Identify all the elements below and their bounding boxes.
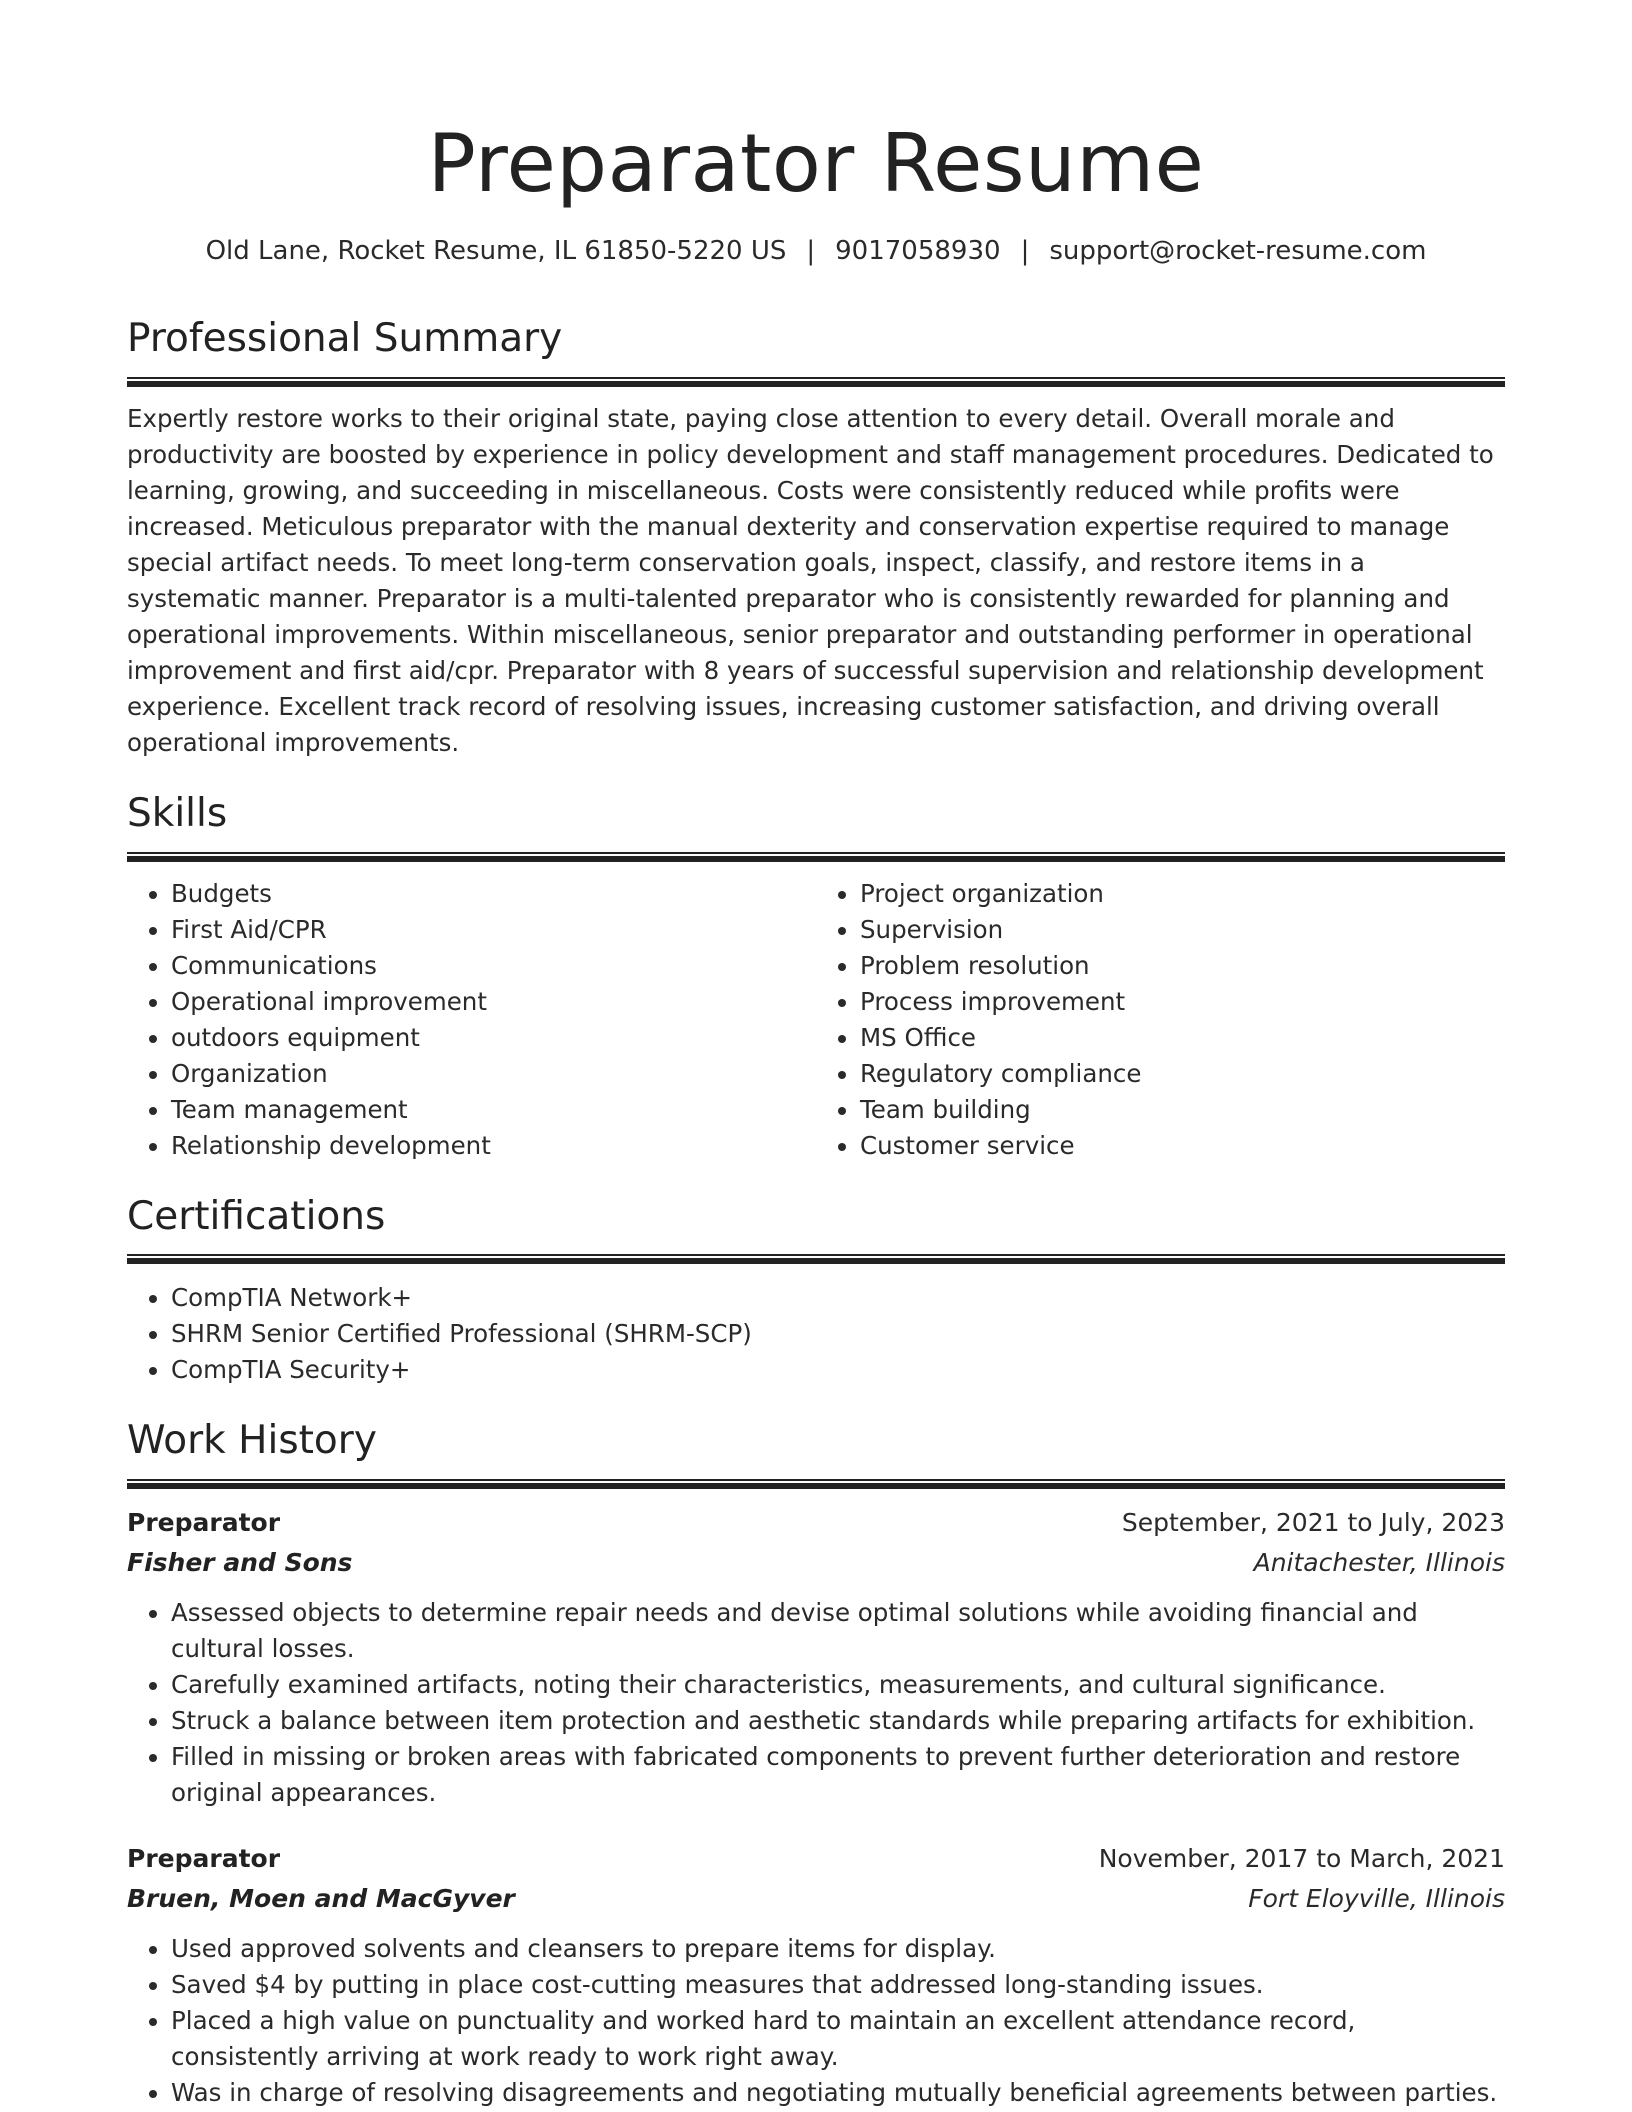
job-bullets [127, 1595, 1505, 1811]
job-location: Anitachester, Illinois [1253, 1548, 1505, 1578]
job-dates: September, 2021 to July, 2023 [1121, 1508, 1505, 1538]
job-bullet: • Was in charge of resolving disagreements and negotiating mutually beneficial agreements between parties. [171, 2075, 1505, 2111]
skills-columns [127, 876, 1505, 1164]
certification-item: • CompTIA Network+ [171, 1280, 1505, 1316]
skill-item: • Organization [171, 1056, 816, 1092]
job-title: Preparator [127, 1844, 281, 1874]
skills-list-right [816, 876, 1505, 1164]
job-company: Bruen, Moen and MacGyver [127, 1884, 515, 1914]
job-location: Fort Eloyville, Illinois [1248, 1884, 1505, 1914]
certifications-list [127, 1280, 1505, 1388]
summary-text: Expertly restore works to their original state, paying close attention to every detail. Overall morale and productivity are boosted by experience in policy development and staff management procedures. Dedicated to learning, growing, and succeeding in miscellaneous. Costs were consistently reduced while profits were increased. Meticulous preparator with the manual dexterity and conservation expertise required to manage special artifact needs. To meet long-term conservation goals, inspect, classify, and restore items in a systematic manner. Preparator is a multi-talented preparator who is consistently rewarded for planning and operational improvements. Within miscellaneous, senior preparator and outstanding performer in operational improvement and first aid/cpr. Preparator with 8 years of successful supervision and relationship development experience. Excellent track record of resolving issues, increasing customer satisfaction, and driving overall operational improvements. [127, 403, 1494, 757]
job-bullet: • Placed a high value on punctuality and worked hard to maintain an excellent attendance record, consistently arriving at work ready to work right away. [171, 2003, 1505, 2075]
job-bullet: • Used approved solvents and cleansers to prepare items for display. [171, 1931, 1505, 1967]
job-bullet: • Carefully examined artifacts, noting their characteristics, measurements, and cultural significance. [171, 1667, 1505, 1703]
skill-item: • Customer service [860, 1128, 1505, 1164]
skill-item: • Relationship development [171, 1128, 816, 1164]
section-heading-certifications: Certifications [127, 1193, 386, 1239]
job-subheader [127, 1543, 1505, 1583]
work-history-section [127, 1418, 1505, 2111]
skill-item: • MS Office [860, 1020, 1505, 1056]
skill-item: • Process improvement [860, 984, 1505, 1020]
job-entry [127, 1503, 1505, 1811]
section-divider [127, 852, 1505, 862]
skill-item: • Team management [171, 1092, 816, 1128]
job-bullet: • Struck a balance between item protection and aesthetic standards while preparing artifacts for exhibition. [171, 1703, 1505, 1739]
certifications-section [127, 1194, 1505, 1389]
job-bullets [127, 1931, 1505, 2111]
contact-phone: 9017058930 [835, 236, 1001, 266]
job-dates: November, 2017 to March, 2021 [1098, 1844, 1505, 1874]
job-company: Fisher and Sons [127, 1548, 353, 1578]
skill-item: • Supervision [860, 912, 1505, 948]
certification-item: • SHRM Senior Certified Professional (SHRM-SCP) [171, 1316, 1505, 1352]
section-divider [127, 1254, 1505, 1264]
skill-item: • Communications [171, 948, 816, 984]
skill-item: • outdoors equipment [171, 1020, 816, 1056]
contact-separator: | [1020, 236, 1030, 266]
job-entry [127, 1839, 1505, 2111]
job-bullet: • Filled in missing or broken areas with fabricated components to prevent further deterioration and restore original appearances. [171, 1739, 1505, 1811]
contact-email: support@rocket-resume.com [1049, 236, 1427, 266]
contact-address: Old Lane, Rocket Resume, IL 61850-5220 US [205, 236, 787, 266]
section-heading-skills: Skills [127, 790, 228, 836]
skills-section [127, 791, 1505, 1164]
job-title: Preparator [127, 1508, 281, 1538]
summary-section [127, 316, 1505, 761]
job-header [127, 1503, 1505, 1543]
job-header [127, 1839, 1505, 1879]
section-divider [127, 1479, 1505, 1489]
skill-item: • Team building [860, 1092, 1505, 1128]
contact-separator: | [806, 236, 816, 266]
job-subheader [127, 1879, 1505, 1919]
page-title: Preparator Resume [427, 117, 1205, 210]
job-bullet: • Assessed objects to determine repair needs and devise optimal solutions while avoiding financial and cultural losses. [171, 1595, 1505, 1667]
skill-item: • Regulatory compliance [860, 1056, 1505, 1092]
skill-item: • Operational improvement [171, 984, 816, 1020]
skill-item: • Problem resolution [860, 948, 1505, 984]
skills-list-left [127, 876, 816, 1164]
certification-item: • CompTIA Security+ [171, 1352, 1505, 1388]
section-heading-work-history: Work History [127, 1418, 377, 1464]
job-bullet: • Saved $4 by putting in place cost-cutting measures that addressed long-standing issues. [171, 1967, 1505, 2003]
skill-item: • Project organization [860, 876, 1505, 912]
section-heading-summary: Professional Summary [127, 316, 563, 361]
contact-line [127, 236, 1505, 266]
skill-item: • First Aid/CPR [171, 912, 816, 948]
skill-item: • Budgets [171, 876, 816, 912]
section-divider [127, 377, 1505, 387]
